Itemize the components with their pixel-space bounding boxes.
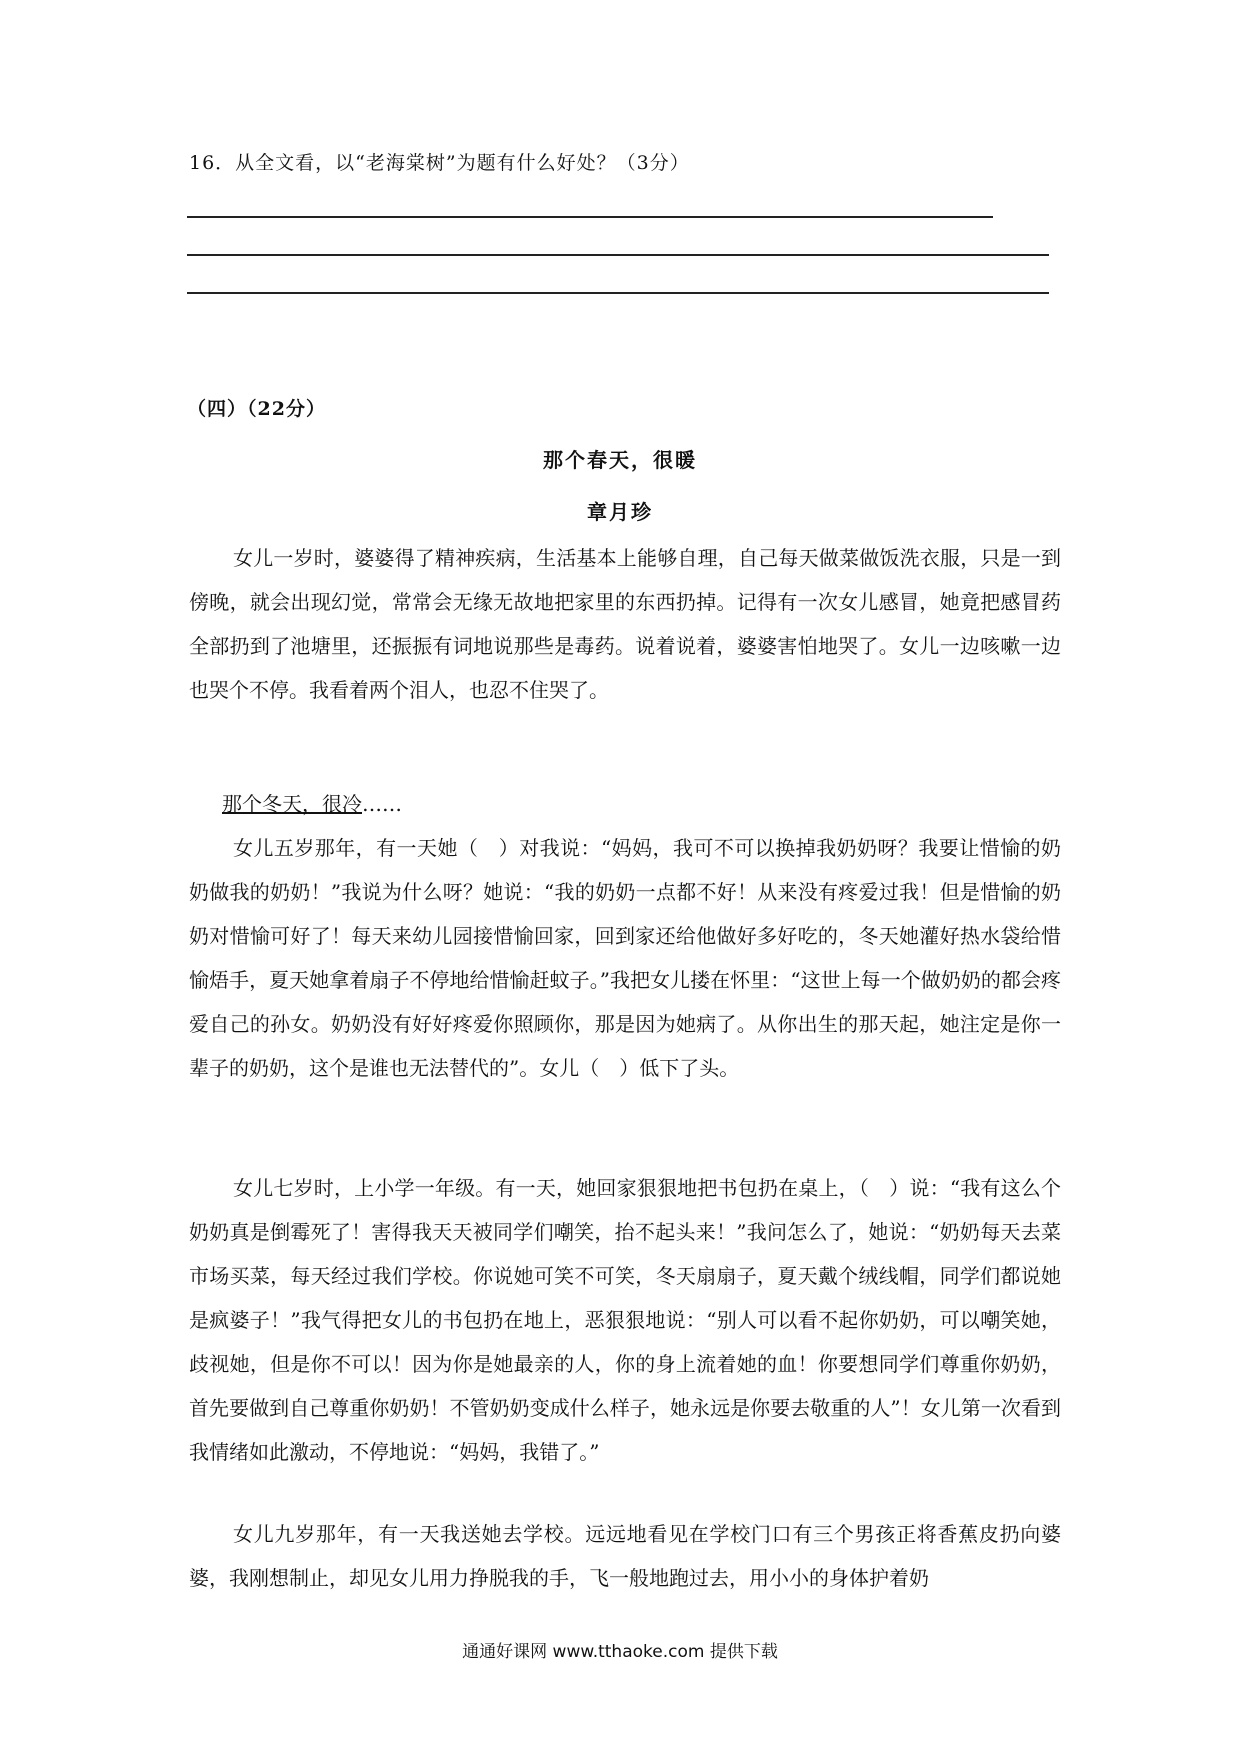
section-header: （四）（22分）	[187, 398, 326, 420]
answer-line	[187, 292, 1049, 294]
question-16: 16．从全文看，以“老海棠树”为题有什么好处？（3分）	[189, 152, 690, 174]
subheading	[222, 788, 402, 817]
paragraph: 女儿九岁那年，有一天我送她去学校。远远地看见在学校门口有三个男孩正将香蕉皮扔向婆婆，我刚想制止，却见女儿用力挣脱我的手，飞一般地跑过去，用小小的身体护着奶	[189, 1522, 1061, 1590]
page-footer: 通通好课网 www.tthaoke.com 提供下载	[462, 1642, 778, 1662]
paragraph: 女儿一岁时，婆婆得了精神疾病，生活基本上能够自理，自己每天做菜做饭洗衣服，只是一到傍晚，就会出现幻觉，常常会无缘无故地把家里的东西扔掉。记得有一次女儿感冒，她竟把感冒药全部扔到了池塘里，还振振有词地说那些是毒药。说着说着，婆婆害怕地哭了。女儿一边咳嗽一边也哭个不停。我看着两个泪人，也忍不住哭了。	[189, 546, 1061, 702]
subheading-ellipsis: ……	[362, 792, 402, 816]
article-title: 那个春天，很暖	[543, 448, 697, 472]
subheading-underlined: 那个冬天，很冷	[222, 792, 362, 816]
answer-line	[187, 254, 1049, 256]
article-author: 章月珍	[587, 500, 653, 524]
paragraph: 女儿五岁那年，有一天她（ ）对我说：“妈妈，我可不可以换掉我奶奶呀？我要让惜愉的奶奶做我的奶奶！”我说为什么呀？她说：“我的奶奶一点都不好！从来没有疼爱过我！但是惜愉的奶奶对惜愉可好了！每天来幼儿园接惜愉回家，回到家还给他做好多好吃的，冬天她灌好热水袋给惜愉焐手，夏天她拿着扇子不停地给惜愉赶蚊子。”我把女儿搂在怀里：“这世上每一个做奶奶的都会疼爱自己的孙女。奶奶没有好好疼爱你照顾你，那是因为她病了。从你出生的那天起，她注定是你一辈子的奶奶，这个是谁也无法替代的”。女儿（ ）低下了头。	[189, 836, 1061, 1080]
paragraph: 女儿七岁时，上小学一年级。有一天，她回家狠狠地把书包扔在桌上，（ ）说：“我有这么个奶奶真是倒霉死了！害得我天天被同学们嘲笑，抬不起头来！”我问怎么了，她说：“奶奶每天去菜市场买菜，每天经过我们学校。你说她可笑不可笑，冬天扇扇子，夏天戴个绒线帽，同学们都说她是疯婆子！”我气得把女儿的书包扔在地上，恶狠狠地说：“别人可以看不起你奶奶，可以嘲笑她，歧视她，但是你不可以！因为你是她最亲的人，你的身上流着她的血！你要想同学们尊重你奶奶，首先要做到自己尊重你奶奶！不管奶奶变成什么样子，她永远是你要去敬重的人”！女儿第一次看到我情绪如此激动，不停地说：“妈妈，我错了。”	[189, 1176, 1061, 1464]
answer-line	[187, 216, 993, 218]
